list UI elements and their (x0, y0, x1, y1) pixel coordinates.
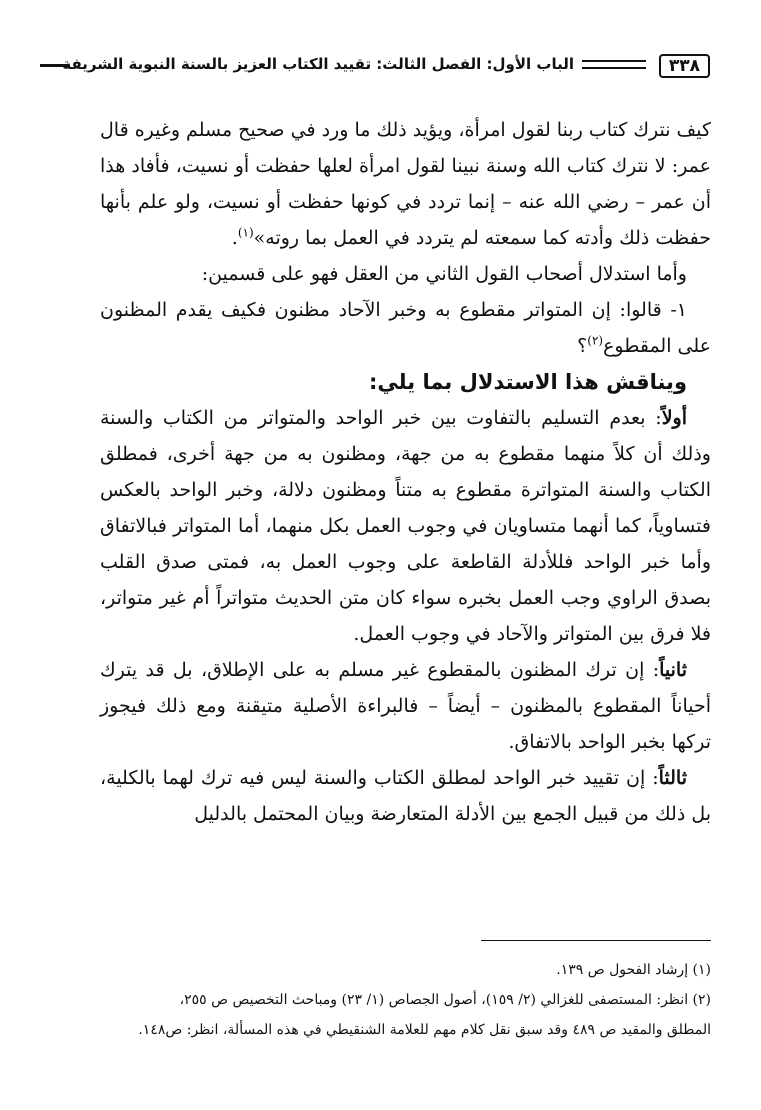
paragraph (100, 112, 711, 256)
page-number: ٣٣٨ (659, 54, 710, 78)
footnote-ref: (٢) (587, 333, 604, 348)
paragraph (100, 652, 711, 760)
lead-word: أولاً (661, 407, 687, 429)
footnote: (١) إرشاد الفحول ص ١٣٩. (556, 962, 711, 978)
footnotes (40, 955, 711, 1045)
footnote-divider (481, 940, 711, 941)
point-end: ؟ (577, 335, 588, 357)
footnote: (٢) انظر: المستصفى للغزالي (٢/ ١٥٩)، أصول الجصاص (١/ ٢٣) ومباحث التخصيص ص ٢٥٥، (179, 992, 711, 1008)
paragraph-text: : إن ترك المظنون بالمقطوع غير مسلم به على الإطلاق، بل قد يترك أحياناً المقطوع بالمظنون – أيضاً – فالبراءة الأصلية متيقنة ومع ذلك فيجوز تركها بخبر الواحد بالاتفاق. (100, 659, 711, 753)
lead-word: ثالثاً (658, 767, 687, 789)
running-header (40, 52, 710, 82)
paragraph-text: كيف نترك كتاب ربنا لقول امرأة، ويؤيد ذلك ما ورد في صحيح مسلم وغيره قال عمر: لا نترك كتاب الله وسنة نبينا لقول امرأة لعلها حفظت أو نسيت، فأفاد هذا أن عمر – رضي الله عنه – إنما تردد في كونها حفظت أو نسيت، ولو علم بأنها حفظت ذلك وأدته كما سمعته لم يتردد في العمل بما روته» (100, 119, 711, 249)
paragraph (100, 400, 711, 652)
running-title: الباب الأول: الفصل الثالث: تقييد الكتاب العزيز بالسنة النبوية الشريفة (62, 55, 574, 73)
point-text: ١- قالوا: إن المتواتر مقطوع به وخبر الآحاد مظنون فكيف يقدم المظنون على المقطوع (100, 299, 711, 357)
header-rule-left (40, 64, 68, 67)
paragraph-end: . (231, 227, 238, 249)
paragraph: وأما استدلال أصحاب القول الثاني من العقل فهو على قسمين: (201, 263, 687, 285)
main-text (100, 112, 711, 832)
header-rule-right (582, 60, 646, 69)
numbered-point (100, 292, 711, 364)
lead-word: ثانياً (659, 659, 687, 681)
footnote-continuation: المطلق والمقيد ص ٤٨٩ وقد سبق نقل كلام مهم للعلامة الشنقيطي في هذه المسألة، انظر: ص١٤٨. (138, 1022, 711, 1038)
paragraph (100, 760, 711, 832)
footnote-ref: (١) (237, 225, 254, 240)
section-heading: ويناقش هذا الاستدلال بما يلي: (369, 370, 687, 394)
paragraph-text: : إن تقييد خبر الواحد لمطلق الكتاب والسنة ليس فيه ترك لهما بالكلية، بل ذلك من قبيل الجمع بين الأدلة المتعارضة وبيان المحتمل بالدليل (100, 767, 711, 825)
paragraph-text: : بعدم التسليم بالتفاوت بين خبر الواحد والمتواتر من الكتاب والسنة وذلك أن كلاً منهما مقطوع به من جهة، ومظنون به من جهة أخرى، فمطلق الكتاب والسنة المتواترة مقطوع به متناً ومظنون دلالة، وخبر الواحد بالعكس فتساوياً، كما أنهما متساويان في وجوب العمل بكل منهما، أما المتواتر فبالاتفاق وأما خبر الواحد فللأدلة القاطعة على وجوب العمل به، فمتى صدق القلب بصدق الراوي وجب العمل بخبره سواء كان متن الحديث متواتراً أم غير متواتر، فلا فرق بين المتواتر والآحاد في وجوب العمل. (100, 407, 711, 645)
